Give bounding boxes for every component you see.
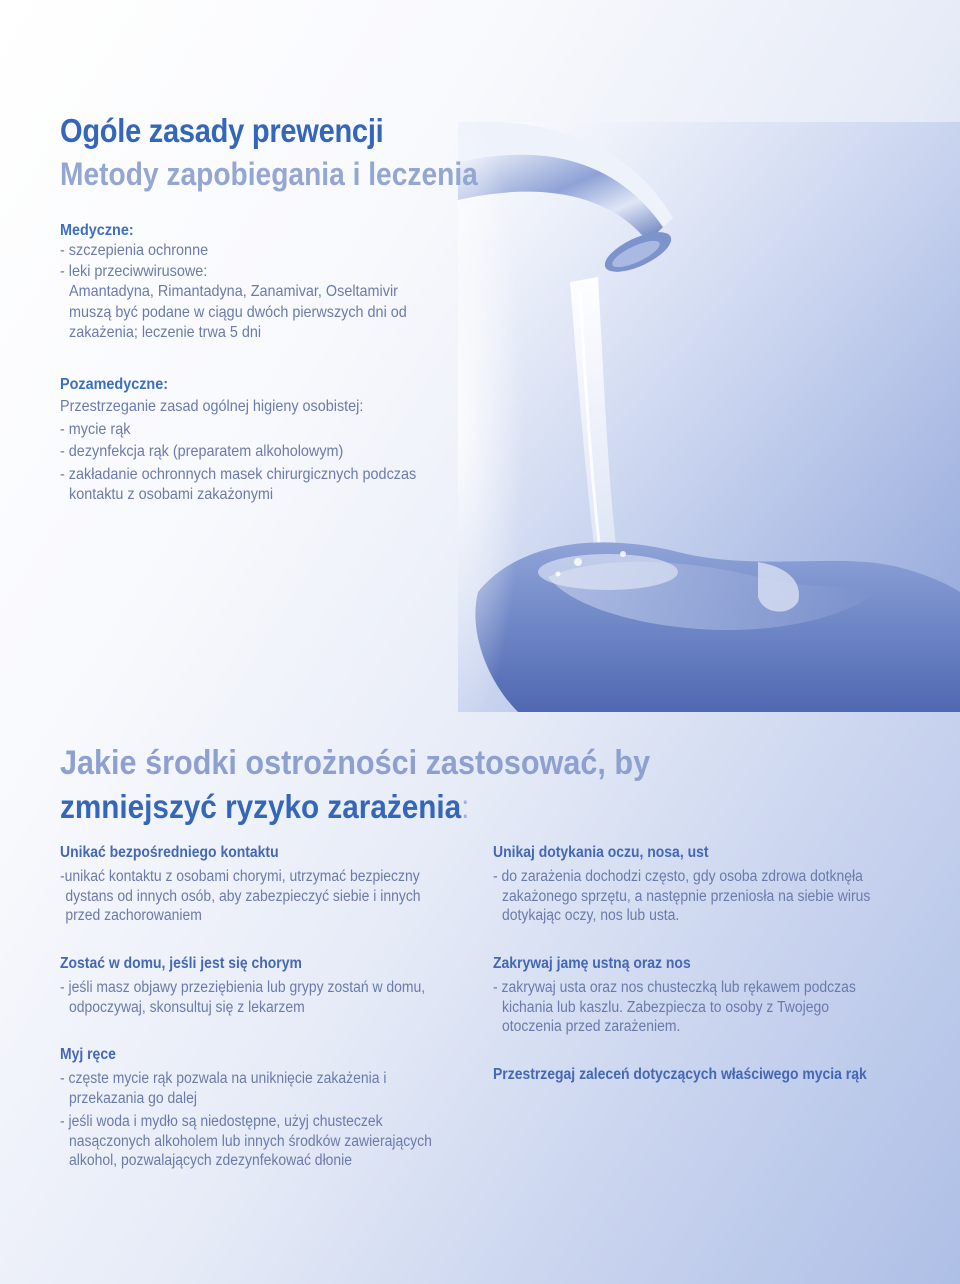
question-colon: : [461, 788, 470, 825]
medical-section [60, 221, 407, 344]
nonmedical-section [60, 375, 416, 506]
tip-line: - zakrywaj usta oraz nos chusteczką lub rękawem podczas [493, 979, 856, 996]
tip-line: - częste mycie rąk pozwala na uniknięcie zakażenia i [60, 1070, 387, 1087]
tip-line: przed zachorowaniem [65, 907, 202, 924]
tip-line: dystans od innych osób, aby zabezpieczyć siebie i innych [65, 887, 421, 905]
page-subtitle: Metody zapobiegania i leczenia [60, 156, 478, 192]
water-tap-hands-photo [458, 122, 960, 712]
tip-line: dotykając oczy, nos lub usta. [502, 907, 680, 924]
question-line-2 [60, 788, 469, 826]
tip-stay-home [60, 954, 425, 1017]
tip-line: - do zarażenia dochodzi często, gdy osoba zdrowa dotknęła [493, 868, 863, 885]
question-line-1: Jakie środki ostrożności zastosować, by [60, 744, 651, 782]
question-emphasis: zmniejszyć ryzyko zarażenia [60, 788, 462, 825]
tip-heading: Zostać w domu, jeśli jest się chorym [60, 955, 302, 972]
tip-heading: Zakrywaj jamę ustną oraz nos [493, 955, 691, 972]
medical-line: zakażenia; leczenie trwa 5 dni [69, 324, 262, 341]
tip-heading: Myj ręce [60, 1046, 116, 1063]
tip-line: otoczenia przed zarażeniem. [502, 1018, 681, 1035]
tip-direct-contact [60, 843, 421, 926]
nonmedical-heading: Pozamedyczne: [60, 376, 169, 393]
tip-line: - jeśli masz objawy przeziębienia lub grypy zostań w domu, [60, 979, 426, 996]
medical-line: - szczepienia ochronne [60, 242, 209, 259]
medical-line: Amantadyna, Rimantadyna, Zanamivar, Oseltamivir [69, 283, 398, 300]
medical-line: - leki przeciwwirusowe: [60, 262, 208, 280]
medical-line: muszą być podane w ciągu dwóch pierwszych dni od [69, 303, 407, 321]
nonmedical-line: - dezynfekcja rąk (preparatem alkoholowym) [60, 443, 344, 460]
tip-heading: Przestrzegaj zaleceń dotyczących właściwego mycia rąk [493, 1066, 867, 1083]
nonmedical-line: kontaktu z osobami zakażonymi [69, 486, 274, 503]
tip-hand-washing-guidelines [493, 1065, 867, 1085]
tip-heading: Unikać bezpośredniego kontaktu [60, 844, 279, 861]
medical-heading: Medyczne: [60, 222, 134, 239]
tip-line: alkohol, pozwalających zdezynfekować dłonie [69, 1152, 353, 1169]
page-title: Ogóle zasady prewencji [60, 112, 384, 149]
tip-line: przekazania go dalej [69, 1089, 197, 1107]
tip-line: odpoczywaj, skonsultuj się z lekarzem [69, 998, 305, 1016]
tip-avoid-touching [493, 843, 870, 926]
tip-line: zakażonego sprzętu, a następnie przeniosła na siebie wirus [502, 887, 871, 905]
nonmedical-line: Przestrzeganie zasad ogólnej higieny osobistej: [60, 398, 364, 415]
nonmedical-line: - zakładanie ochronnych masek chirurgicznych podczas [60, 465, 417, 483]
tip-line: nasączonych alkoholem lub innych środków zawierających [69, 1132, 432, 1150]
nonmedical-line: - mycie rąk [60, 420, 131, 438]
tip-line: kichania lub kaszlu. Zabezpiecza to osoby z Twojego [502, 998, 829, 1016]
tip-line: - jeśli woda i mydło są niedostępne, użyj chusteczek [60, 1113, 383, 1130]
tip-heading: Unikaj dotykania oczu, nosa, ust [493, 844, 709, 861]
tip-cover-mouth [493, 954, 856, 1037]
tip-line: -unikać kontaktu z osobami chorymi, utrzymać bezpieczny [60, 868, 420, 885]
tip-wash-hands [60, 1045, 432, 1171]
